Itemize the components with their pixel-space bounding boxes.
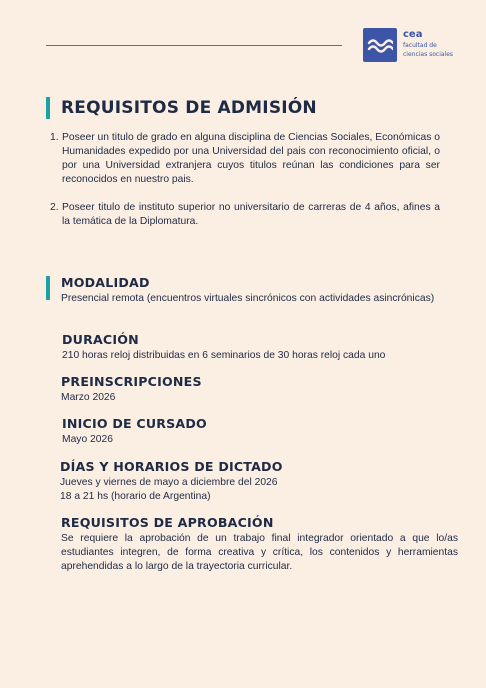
preinscripciones-title: PREINSCRIPCIONES: [61, 374, 202, 389]
admission-item-1-number: 1.: [50, 132, 59, 143]
logo-subtitle-line2: ciencias sociales: [403, 51, 454, 58]
details-accent-bar: [46, 276, 50, 300]
admission-item-2-text: Poseer titulo de instituto superior no universitario de carreras de 4 años, afines a la temática de la Diplomatura.: [62, 202, 440, 227]
header-divider: [46, 45, 342, 46]
duracion-text: 210 horas reloj distribuidas en 6 seminarios de 30 horas reloj cada uno: [62, 350, 386, 361]
preinscripciones-text: Marzo 2026: [61, 392, 116, 403]
admission-title: REQUISITOS DE ADMISIÓN: [61, 98, 317, 118]
modalidad-text: Presencial remota (encuentros virtuales sincrónicos con actividades asincrónicas): [61, 293, 435, 304]
admission-accent-bar: [46, 97, 50, 119]
aprobacion-title: REQUISITOS DE APROBACIÓN: [61, 515, 274, 530]
inicio-text: Mayo 2026: [62, 434, 113, 445]
dias-line2: 18 a 21 hs (horario de Argentina): [60, 491, 211, 502]
modalidad-title: MODALIDAD: [61, 275, 150, 290]
inicio-title: INICIO DE CURSADO: [62, 416, 207, 431]
admission-item-2-number: 2.: [50, 202, 59, 213]
dias-line1: Jueves y viernes de mayo a diciembre del 2026: [60, 477, 278, 488]
admission-item-1-text: Poseer un titulo de grado en alguna disciplina de Ciencias Sociales, Económicas o Humanidades expedido por una Universidad del pais con reconocimiento oficial, o por una Universidad extranjera cuyos titulos reúnan las condiciones para ser reconocidos en nuestro pais.: [62, 132, 440, 185]
waves-icon: [363, 28, 397, 62]
dias-title: DÍAS Y HORARIOS DE DICTADO: [60, 459, 283, 474]
admission-item-2: [50, 201, 440, 229]
admission-item-1: [50, 131, 440, 187]
aprobacion-text: Se requiere la aprobación de un trabajo final integrador orientado a que lo/as estudiantes integren, de forma creativa y crítica, los contenidos y herramientas aprehendidas a lo largo de la trayectoria curricular.: [61, 533, 458, 572]
cea-logo: [363, 28, 453, 62]
logo-name: cea: [403, 29, 423, 40]
logo-subtitle-line1: facultad de: [403, 42, 437, 49]
duracion-title: DURACIÓN: [62, 332, 139, 347]
